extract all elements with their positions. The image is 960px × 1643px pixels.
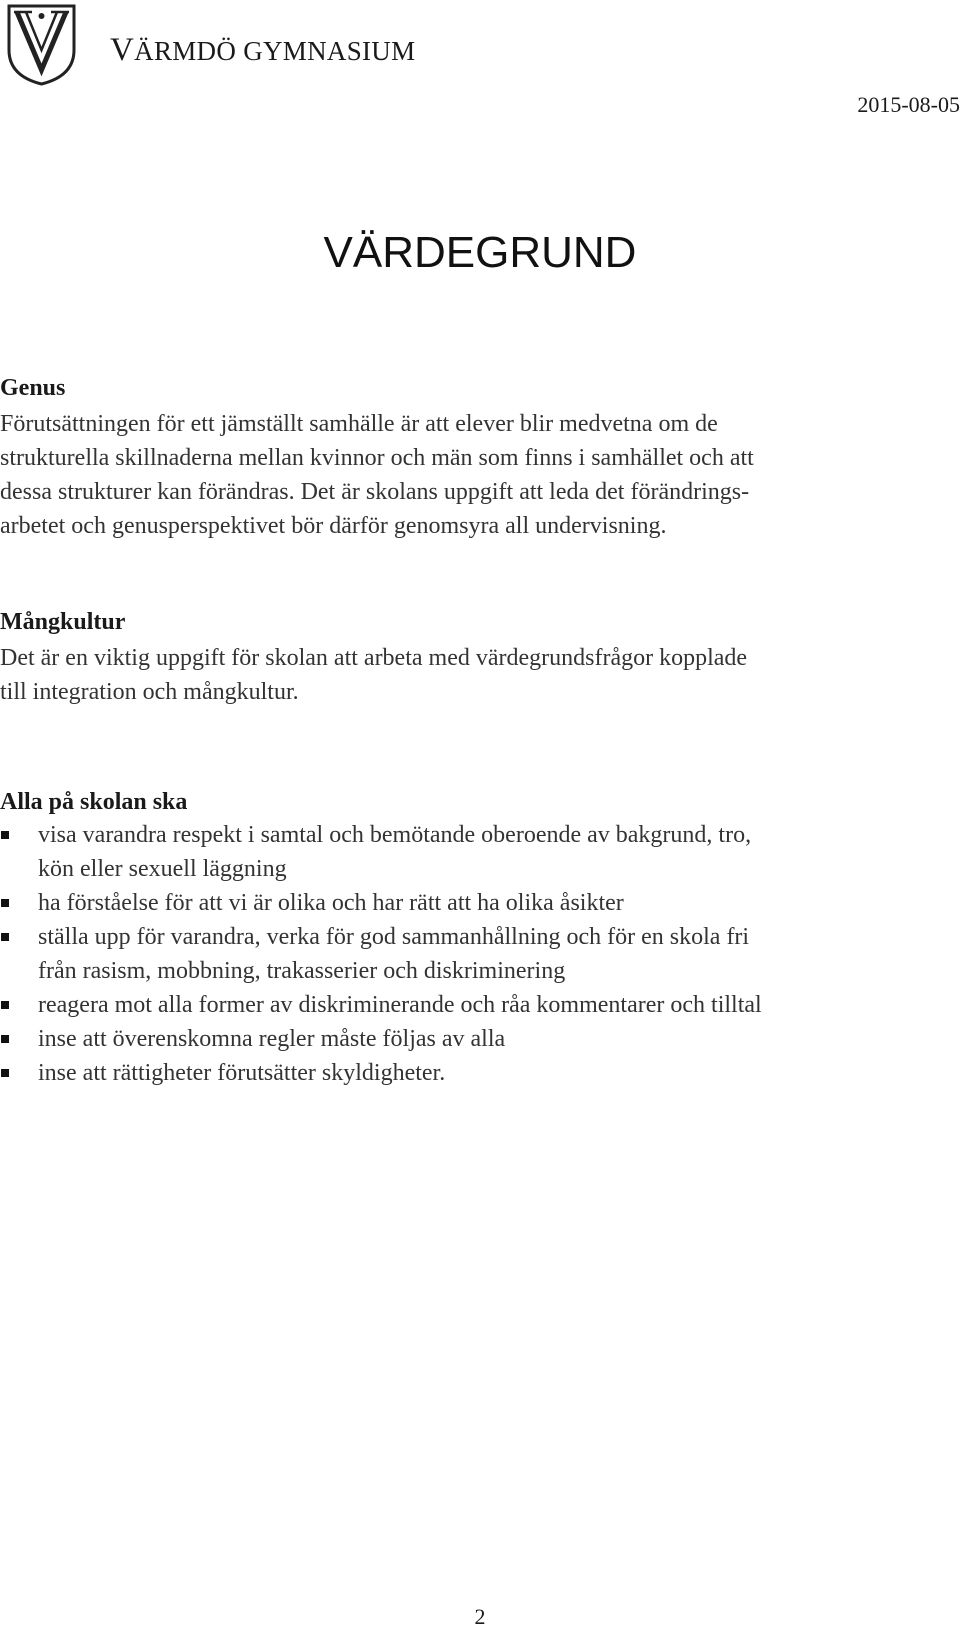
document-title: VÄRDEGRUND <box>323 228 637 277</box>
list-item <box>0 818 950 886</box>
section-alla-pa-skolan <box>0 786 950 1090</box>
genus-line: dessa strukturer kan förändras. Det är skolans uppgift att leda det förändrings- <box>0 479 750 505</box>
page-number: 2 <box>474 1604 486 1629</box>
section-heading-mangkultur: Mångkultur <box>0 609 126 635</box>
square-bullet-icon <box>1 1069 9 1077</box>
document-date: 2015-08-05 <box>857 92 960 117</box>
list-item-text: kön eller sexuell läggning <box>38 856 287 882</box>
list-item <box>0 920 950 988</box>
school-crest-icon <box>6 2 77 86</box>
list-item <box>0 886 950 920</box>
list-item-text: reagera mot alla former av diskriminerande och råa kommentarer och tilltal <box>38 992 762 1018</box>
school-name-initial: V <box>110 32 135 68</box>
mangkultur-line: till integration och mångkultur. <box>0 679 299 705</box>
genus-line: Förutsättningen för ett jämställt samhälle är att elever blir medvetna om de <box>0 411 718 437</box>
list-item-text: inse att överenskomna regler måste följas av alla <box>38 1026 506 1052</box>
bullet-list <box>0 818 950 1090</box>
square-bullet-icon <box>1 899 9 907</box>
section-mangkultur <box>0 606 950 709</box>
section-genus <box>0 372 950 543</box>
list-item <box>0 988 950 1022</box>
square-bullet-icon <box>1 831 9 839</box>
mangkultur-paragraph <box>0 641 950 709</box>
genus-line: strukturella skillnaderna mellan kvinnor och män som finns i samhället och att <box>0 445 754 471</box>
genus-paragraph <box>0 407 950 543</box>
list-item-text: inse att rättigheter förutsätter skyldigheter. <box>38 1060 446 1086</box>
square-bullet-icon <box>1 933 9 941</box>
section-heading-alla: Alla på skolan ska <box>0 789 188 815</box>
genus-line: arbetet och genusperspektivet bör därför genomsyra all undervisning. <box>0 513 667 539</box>
square-bullet-icon <box>1 1035 9 1043</box>
list-item-text: från rasism, mobbning, trakasserier och diskriminering <box>38 958 566 984</box>
list-item-text: visa varandra respekt i samtal och bemötande oberoende av bakgrund, tro, <box>38 822 752 848</box>
list-item <box>0 1022 950 1056</box>
square-bullet-icon <box>1 1001 9 1009</box>
mangkultur-line: Det är en viktig uppgift för skolan att arbeta med värdegrundsfrågor kopplade <box>0 645 748 671</box>
list-item <box>0 1056 950 1090</box>
list-item-text: ha förståelse för att vi är olika och har rätt att ha olika åsikter <box>38 890 624 916</box>
section-heading-genus: Genus <box>0 375 66 401</box>
school-name <box>110 32 415 69</box>
school-name-rest: ÄRMDÖ GYMNASIUM <box>134 36 416 66</box>
list-item-text: ställa upp för varandra, verka för god sammanhållning och för en skola fri <box>38 924 750 950</box>
